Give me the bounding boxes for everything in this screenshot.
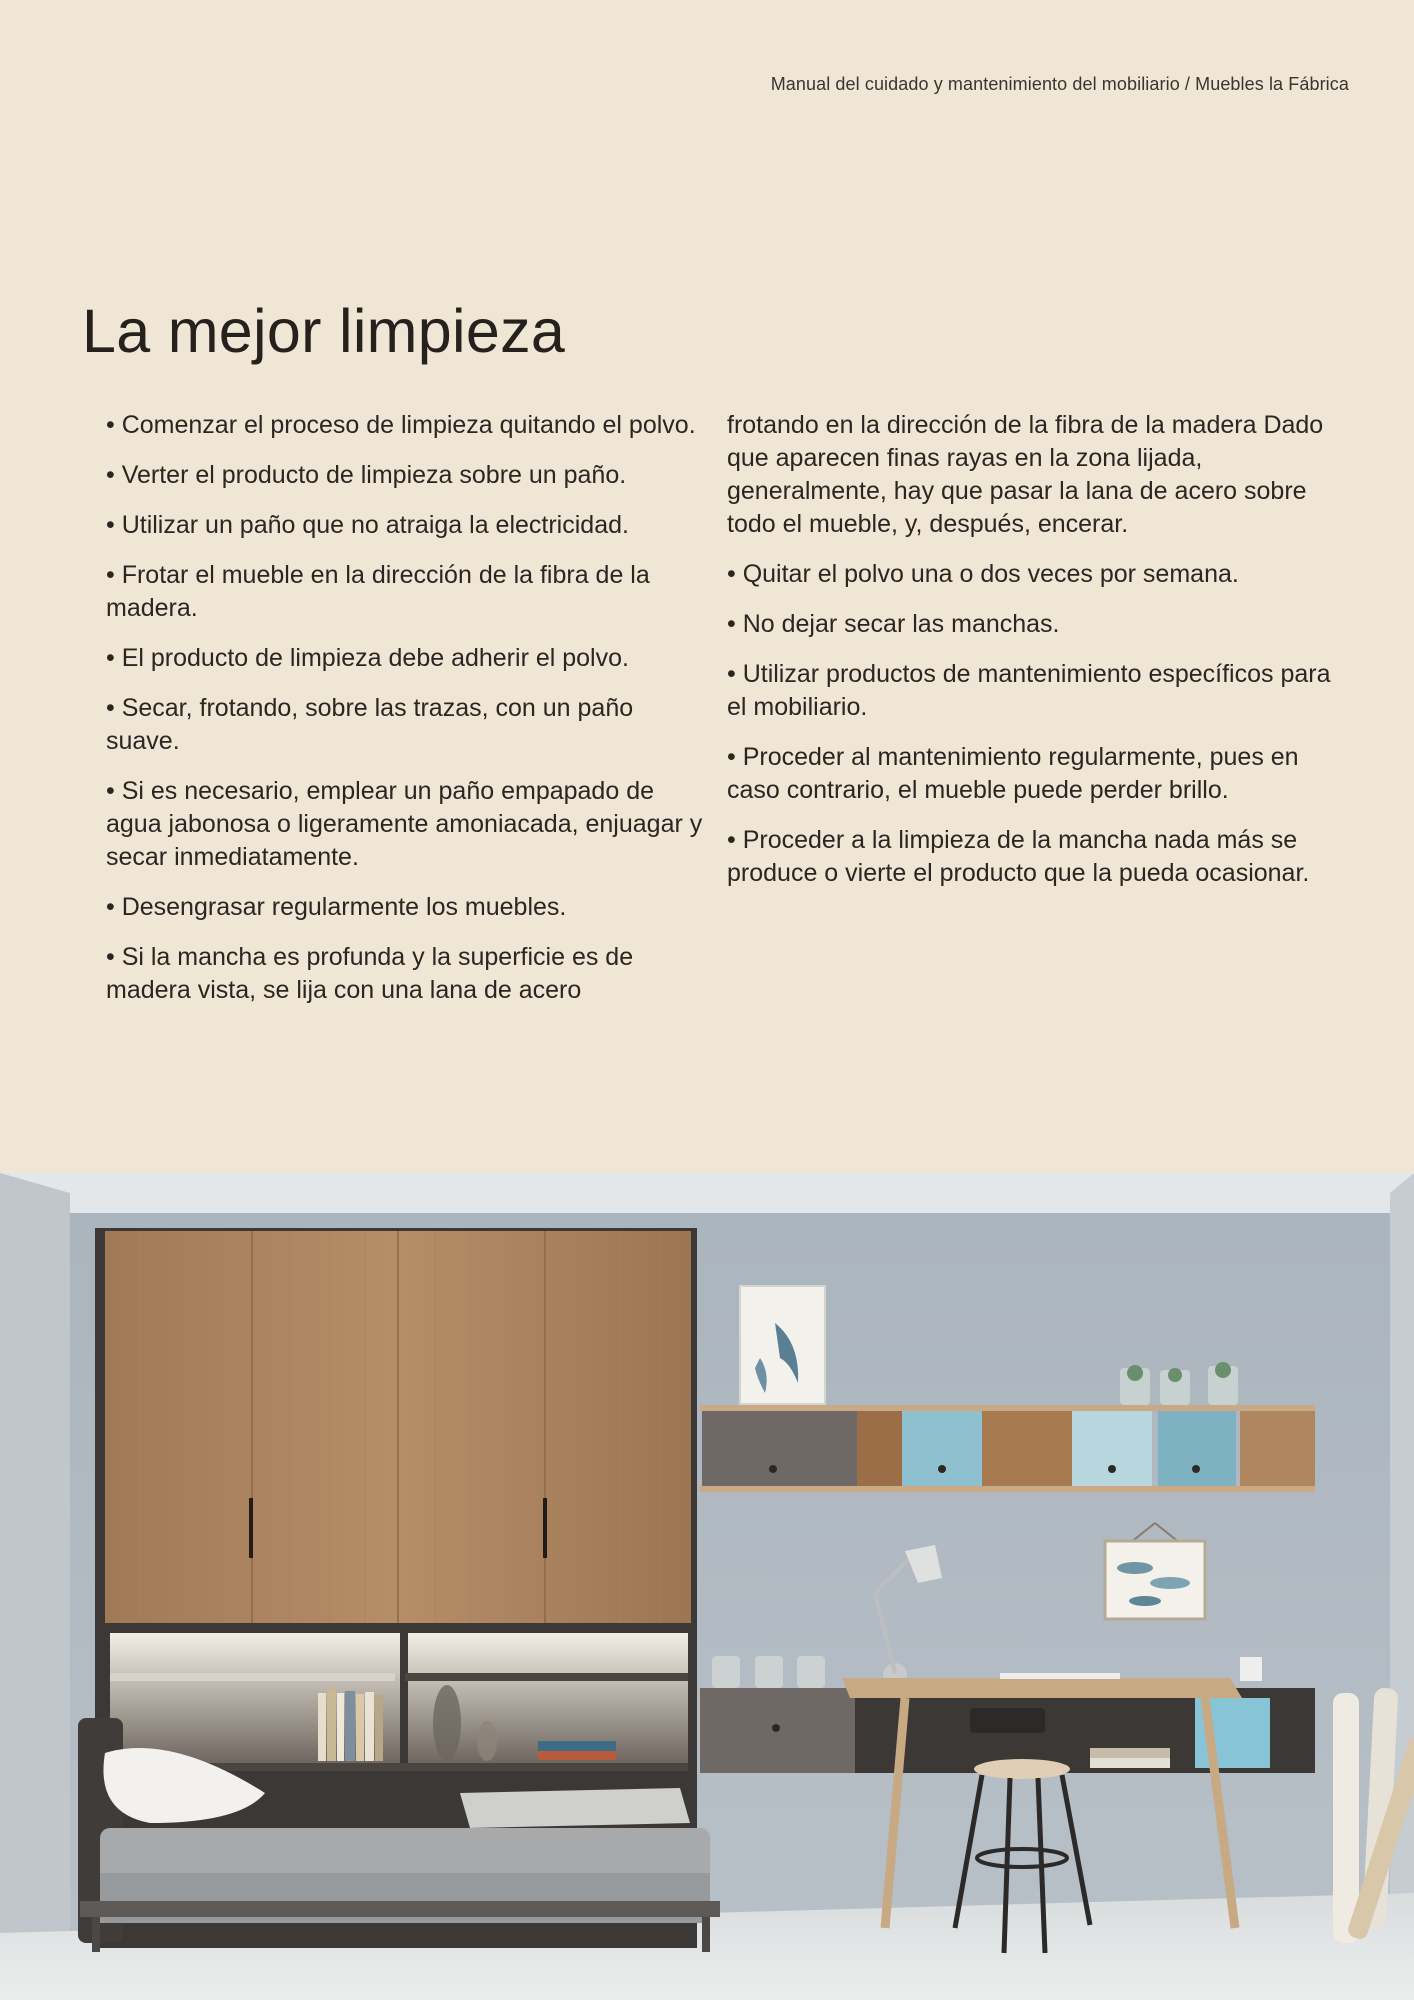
bullet-item: • Utilizar un paño que no atraiga la electricidad.	[106, 511, 629, 539]
page-title: La mejor limpieza	[82, 297, 566, 365]
bullet-item: • Utilizar productos de mantenimiento específicos para el mobiliario.	[727, 660, 1331, 721]
bullet-item: • Si la mancha es profunda y la superficie es de madera vista, se lija con una lana de acero	[106, 943, 634, 1004]
bullet-item: • Secar, frotando, sobre las trazas, con un paño suave.	[106, 694, 634, 755]
right-text-column	[727, 409, 1347, 907]
bullet-item: • No dejar secar las manchas.	[727, 610, 1060, 638]
left-text-column	[106, 409, 706, 1024]
bullet-item: • Quitar el polvo una o dos veces por semana.	[727, 560, 1239, 588]
bullet-item: • Verter el producto de limpieza sobre un paño.	[106, 461, 627, 489]
bedroom-furniture-photo	[0, 1173, 1414, 2000]
bullet-item: • El producto de limpieza debe adherir el polvo.	[106, 644, 629, 672]
bullet-item: • Comenzar el proceso de limpieza quitando el polvo.	[106, 411, 696, 439]
bullet-item: • Frotar el mueble en la dirección de la fibra de la madera.	[106, 561, 650, 622]
continued-paragraph: frotando en la dirección de la fibra de la madera Dado que aparecen finas rayas en la zona lijada, generalmente, hay que pasar la lana de acero sobre todo el mueble, y, después, encerar.	[727, 411, 1324, 538]
running-header: Manual del cuidado y mantenimiento del mobiliario / Muebles la Fábrica	[770, 74, 1349, 94]
bullet-item: • Desengrasar regularmente los muebles.	[106, 893, 567, 921]
bullet-item: • Proceder a la limpieza de la mancha nada más se produce o vierte el producto que la pueda ocasionar.	[727, 826, 1310, 887]
bullet-item: • Si es necesario, emplear un paño empapado de agua jabonosa o ligeramente amoniacada, enjuagar y secar inmediatamente.	[106, 777, 703, 871]
bullet-item: • Proceder al mantenimiento regularmente, pues en caso contrario, el mueble puede perder brillo.	[727, 743, 1299, 804]
